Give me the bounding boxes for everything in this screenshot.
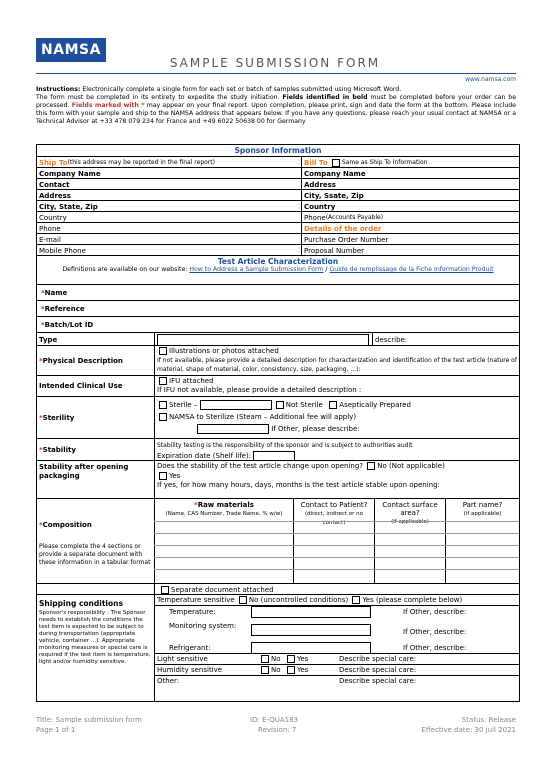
humidity-label: Humidity sensitive xyxy=(157,666,223,674)
stability-opening-label: Stability after opening packaging xyxy=(39,463,129,480)
namsa-logo: NAMSA xyxy=(36,38,106,62)
bill-to-field-text: Phone xyxy=(304,213,326,222)
separate-doc-checkbox[interactable] xyxy=(161,586,169,594)
ship-to-note: (this address may be reported in the final report) xyxy=(67,159,215,166)
ship-to-title: Ship To xyxy=(39,158,68,167)
monitoring-other-label: If Other, describe: xyxy=(403,628,467,636)
part-name-header: Part name? (if applicable) xyxy=(462,501,503,517)
form-title: SAMPLE SUBMISSION FORM xyxy=(169,56,381,70)
batch-row xyxy=(37,316,519,333)
sterile-checkbox[interactable] xyxy=(159,401,167,409)
type-row xyxy=(37,332,519,346)
composition-label: *Composition xyxy=(39,521,92,529)
temp-no-checkbox[interactable] xyxy=(239,596,247,604)
batch-label: * Batch/Lot ID xyxy=(41,321,94,329)
aseptic-checkbox[interactable] xyxy=(329,401,337,409)
contact-area-header: Contact surface area? (if applicable) xyxy=(382,501,438,525)
bill-to-field-text: Proposal Number xyxy=(304,246,365,255)
instructions-asterisk-note: Fields marked with * xyxy=(71,102,145,109)
sterility-row xyxy=(37,396,519,439)
ship-to-field-label: Country xyxy=(39,213,67,222)
ship-to-field-label: City, State, Zip xyxy=(39,202,98,211)
light-options xyxy=(259,655,308,663)
monitoring-select[interactable] xyxy=(251,624,371,636)
shipping-section xyxy=(37,594,519,701)
bill-to-field-text: Country xyxy=(304,202,336,211)
light-label: Light sensitive xyxy=(157,655,208,663)
footer-id: ID: E-QUA183 xyxy=(250,716,299,724)
sterility-other-select[interactable] xyxy=(197,424,269,434)
website-url[interactable]: www.namsa.com xyxy=(465,76,516,83)
reference-row xyxy=(37,300,519,317)
temp-sensitive-label: Temperature sensitive xyxy=(157,596,235,604)
humidity-no-checkbox[interactable] xyxy=(261,666,269,674)
bill-to-field-text: Company Name xyxy=(304,169,366,178)
separate-doc-label: Separate document attached xyxy=(171,585,274,594)
photos-label: Illustrations or photos attached xyxy=(169,347,279,355)
instructions-p1: Electronically complete a single form for each set or batch of samples submitted using Microsoft Word. xyxy=(80,86,402,93)
ifu-checkbox[interactable] xyxy=(159,377,167,385)
instructions-p2c: must be completed before your order can be processed. xyxy=(36,94,516,109)
refrigerant-other-label: If Other, describe: xyxy=(403,644,467,652)
refrigerant-label: Refrigerant: xyxy=(169,644,211,652)
instructions xyxy=(36,86,516,126)
name-row xyxy=(37,284,519,301)
stability-no-checkbox[interactable] xyxy=(367,462,375,470)
not-sterile-checkbox[interactable] xyxy=(276,401,284,409)
fiche-guide-link[interactable]: Guide de remplissage de la Fiche Information Produit xyxy=(329,266,494,273)
temperature-select[interactable] xyxy=(251,606,371,618)
aseptic-label: Aseptically Prepared xyxy=(339,401,411,409)
stability-no-label: No (Not applicable) xyxy=(377,462,445,470)
temperature-label: Temperature: xyxy=(169,608,216,616)
ship-to-field-label: Mobile Phone xyxy=(39,246,86,255)
reference-label: * Reference xyxy=(41,305,85,313)
definitions-label: Definitions are available on our website: xyxy=(62,266,190,273)
physical-instructions: If not available, please provide a detailed description for characterization and identification of the test article (nature of material, shape of material, color, consistency, size, packaging, ...): xyxy=(157,357,517,373)
monitoring-label: Monitoring system: xyxy=(169,622,237,630)
sponsor-heading: Sponsor Information xyxy=(234,146,322,155)
physical-row xyxy=(37,345,519,376)
intended-row xyxy=(37,375,519,397)
temp-sensitive-line xyxy=(155,595,519,605)
instructions-p2a: The form must be completed in its entirety to expedite the study initiation. xyxy=(36,94,283,101)
stability-question: Does the stability of the test article change upon opening? xyxy=(157,462,363,470)
photos-checkbox[interactable] xyxy=(159,347,167,355)
physical-label: *Physical Description xyxy=(39,356,123,365)
same-as-label: Same as Ship To Information xyxy=(341,159,428,166)
footer-revision: Revision: 7 xyxy=(258,726,297,734)
submission-form xyxy=(36,144,520,702)
stability-note: Stability testing is the responsibility of the sponsor and is subject to authorities audit xyxy=(157,442,413,449)
light-no-label: No xyxy=(271,655,281,663)
shipping-label-wrap xyxy=(39,599,151,666)
intended-label: Intended Clinical Use xyxy=(39,382,123,390)
sterility-content xyxy=(157,399,517,435)
instructions-p2e: may appear on your final report. Upon completion, please print, sign and date the form at the bottom. Please include this form with your sample and ship to the NAMSA address that appears below. If you have any questions, please reach your usual contact at NAMSA or a Technical Advisor at +33 478 079 234 for France and +49 6022 50638 00 for Germany xyxy=(36,102,516,125)
raw-materials-header: *Raw materials (Name, CAS Number, Trade Name, % w/w) xyxy=(165,501,283,517)
accounts-payable-note: (Accounts Payable) xyxy=(325,214,384,221)
not-sterile-label: Not Sterile xyxy=(285,401,323,409)
test-article-heading: Test Article Characterization xyxy=(217,256,339,266)
name-label: * Name xyxy=(41,289,68,297)
sterility-other-label: If Other, please describe: xyxy=(271,425,360,433)
stability-yes-label: Yes xyxy=(169,471,181,480)
stability-label: * Stability xyxy=(39,446,76,454)
instructions-bold-note: Fields identified in bold xyxy=(282,94,368,101)
shipping-note: Sponsor's responsibility : The Sponsor needs to establish the conditions the test item is expected to be subject to during transportation (appropriate vehicle, container ...). Appropriate monitoring measures or special care is required if the test item is temperature, light and/or humidity sensitive. xyxy=(39,610,151,665)
light-yes-label: Yes xyxy=(296,655,309,663)
expiration-label: Expiration date (Shelf life): xyxy=(157,452,252,460)
temp-yes-checkbox[interactable] xyxy=(352,596,360,604)
instructions-label: Instructions: xyxy=(36,86,81,93)
namsa-sterilize-checkbox[interactable] xyxy=(159,413,167,421)
light-describe-label: Describe special care: xyxy=(339,655,417,663)
composition-row xyxy=(37,498,519,584)
sterility-label: * Sterility xyxy=(39,414,75,422)
bill-to-title: Bill To xyxy=(304,158,328,167)
humidity-describe-label: Describe special care: xyxy=(339,666,417,674)
physical-content xyxy=(157,347,517,374)
humidity-no-label: No xyxy=(271,666,281,674)
other-label: Other: xyxy=(157,677,180,685)
stability-hours-label: If yes, for how many hours, days, months is the test article stable upon opening: xyxy=(157,481,440,489)
type-label: Type xyxy=(39,335,58,344)
bill-to-field-text: Address xyxy=(304,180,336,189)
namsa-sterilize-label: NAMSA to Sterilize (Steam – Additional fee will apply) xyxy=(169,413,357,421)
sponsor-heading-row xyxy=(37,145,519,156)
definitions-text xyxy=(47,266,509,274)
same-as-checkbox[interactable] xyxy=(332,159,340,167)
humidity-yes-checkbox[interactable] xyxy=(287,666,295,674)
stability-opening-row xyxy=(37,460,519,499)
ship-to-field-label: Phone xyxy=(39,224,61,233)
footer-status: Status: Release xyxy=(461,716,516,724)
light-no-checkbox[interactable] xyxy=(261,655,269,663)
type-describe-label: describe: xyxy=(375,335,408,344)
definitions-row xyxy=(37,265,519,284)
bill-to-field-text: Purchase Order Number xyxy=(304,235,389,244)
ifu-instructions: If IFU not available, please provide a detailed description : xyxy=(157,386,362,394)
temperature-other-label: If Other, describe: xyxy=(403,608,467,616)
footer-title: Title: Sample submission form xyxy=(36,716,142,724)
stability-opening-content xyxy=(157,462,517,491)
bill-to-field-text: City, Ssate, Zip xyxy=(304,191,364,200)
address-guide-link[interactable]: How to Address a Sample Submission Form xyxy=(189,266,324,273)
light-yes-checkbox[interactable] xyxy=(287,655,295,663)
humidity-yes-label: Yes xyxy=(296,666,309,674)
composition-note: Please complete the 4 sections or provide a separate document with these information in a tabular format xyxy=(39,543,151,566)
sterile-label: Sterile – xyxy=(169,401,198,409)
temp-yes-label: Yes (please complete below) xyxy=(362,596,463,604)
temp-no-label: No (uncontrolled conditions) xyxy=(248,596,349,604)
bill-to-field-text: Details of the order xyxy=(304,224,382,233)
stability-content xyxy=(157,440,517,461)
humidity-options xyxy=(259,666,308,674)
ship-to-field-label: Contact xyxy=(39,180,70,189)
intended-content xyxy=(157,377,517,395)
stability-yes-checkbox[interactable] xyxy=(159,472,167,480)
other-describe-label: Describe special care: xyxy=(339,677,417,685)
title-divider xyxy=(36,73,516,74)
shipping-label: Shipping conditions xyxy=(39,599,123,608)
link-separator: / xyxy=(323,266,330,273)
ship-to-field-label: E-mail xyxy=(39,235,61,244)
ifu-label: IFU attached xyxy=(169,377,214,385)
ship-to-field-label: Address xyxy=(39,191,71,200)
footer-page: Page 1 of 1 xyxy=(36,726,76,734)
composition-label-wrap xyxy=(39,521,151,567)
contact-patient-header: Contact to Patient? (direct, indirect or no contact) xyxy=(300,501,368,526)
ship-to-field-label: Company Name xyxy=(39,169,101,178)
sterile-method-select[interactable] xyxy=(200,400,272,410)
stability-row xyxy=(37,438,519,461)
footer-effective: Effective date: 30 juil 2021 xyxy=(421,726,516,734)
